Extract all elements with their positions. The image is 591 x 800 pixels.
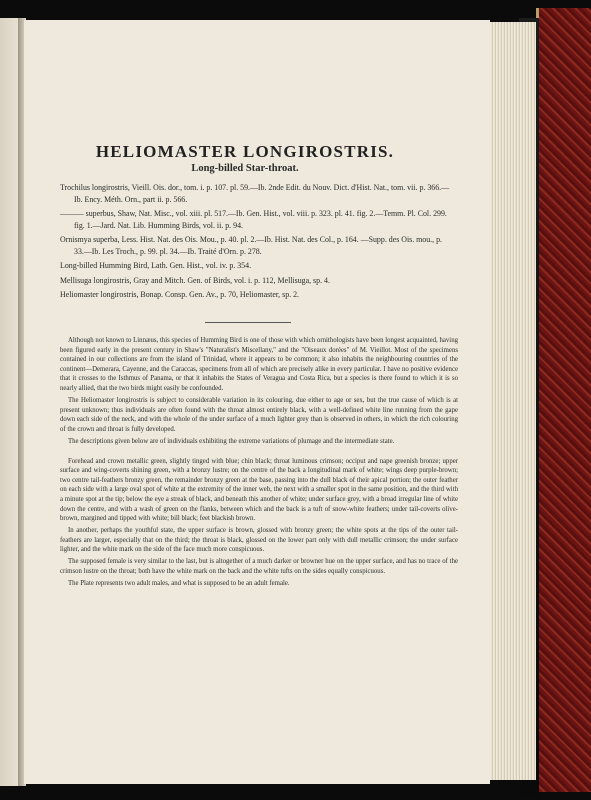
page-block-edges xyxy=(488,22,536,780)
paragraph: The Plate represents two adult males, and what is supposed to be an adult female. xyxy=(68,580,290,588)
synonym-entry: ——— superbus, Shaw, Nat. Misc., vol. xiii. pl. 517.—Ib. Gen. Hist., vol. viii. p. 323. pl. 41. fig. 2.—Temm. Pl. Col. 299. fig. 1.—Jard. Nat. Lib. Humming Birds, vol. ii. p. 94. xyxy=(60,209,447,230)
page-title: HELIOMASTER LONGIROSTRIS. xyxy=(95,142,395,161)
synonym-entry: Trochilus longirostris, Vieill. Ois. dor., tom. i. p. 107. pl. 59.—Ib. 2nde Edit. du Nouv. Dict. d'Hist. Nat., tom. vii. p. 366.—Ib. Ency. Méth. Orn., part ii. p. 566. xyxy=(60,183,450,204)
paragraph: In another, perhaps the youthful state, the upper surface is brown, glossed with bronzy green; the white spots at the tips of the outer tail-feathers are larger, especially that on the third; the throat is black, glossed on the lower part only with dull metallic crimson; the under surface lighter, and the white mark on the side of the face much more conspicuous. xyxy=(60,527,458,554)
paragraph: Although not known to Linnæus, this species of Humming Bird is one of those with which ornithologists have been longest acquainted, having been figured early in the present century in Shaw's "Naturalist's Miscellany," and the "Oiseaux dorées" of M. Vieillot. Most of the specimens contained in our collections are from the island of Trinidad, where it appears to be common; it also inhabits the neighbouring countries of the continent—Demerara, Cayenne, and the Caraccas, specimens from all of which are precisely alike in every particular. I have no positive evidence that it crosses to the Isthmus of Panama, or that it inhabits the States of Veragua and Costa Rica, but a species is there found to which it is so nearly allied, that the two birds might easily be confounded. xyxy=(60,337,458,392)
page-subtitle: Long-billed Star-throat. xyxy=(191,163,299,174)
synonym-entry: Long-billed Humming Bird, Lath. Gen. Hist., vol. iv. p. 354. xyxy=(60,261,252,270)
paragraph: Forehead and crown metallic green, slightly tinged with blue; chin black; throat luminous crimson; occiput and nape greenish bronze; upper surface and wing-coverts shining green, with a bronzy lustre; on the centre of the back a longitudinal mark of white; wings deep purple-brown; two centre tail-feathers bronzy green, the remainder bronzy green at the base, passing into the dull black of their apical portion; the outer feather on each side with a large oval spot of white at the extremity of the inner web, the next with a smaller spot in the same position, and the third with a minute spot at the tip; below the eye a streak of black, and beneath this another of white; under surface grey, with a broad irregular line of white down the centre, and with a wash of green on the flanks, between which and the back is a tuft of snow-white feathers; under tail-coverts olive-brown, margined and tipped with white; bill black; feet blackish brown. xyxy=(60,457,458,523)
body-text xyxy=(60,336,458,591)
paragraph: The descriptions given below are of individuals exhibiting the extreme variations of plumage and the intermediate state. xyxy=(68,437,395,445)
synonym-entry: Mellisuga longirostris, Gray and Mitch. Gen. of Birds, vol. i. p. 112, Mellisuga, sp. 4. xyxy=(60,275,330,285)
book-cover-marbled xyxy=(536,8,591,792)
paragraph: The Heliomaster longirostris is subject to considerable variation in its colouring, due either to age or sex, but the true cause of which is at present unknown; thus individuals are often found with the throat almost entirely black, with a well-defined white line running from the gape down each side of the neck, and with the whole of the under surface of a much lighter grey than is observed in others, in which the rich colouring of the crown and throat is fully developed. xyxy=(60,397,458,433)
synonym-entry: Heliomaster longirostris, Bonap. Consp. Gen. Av., p. 70, Heliomaster, sp. 2. xyxy=(60,290,300,299)
paragraph: The supposed female is very similar to the last, but is altogether of a much darker or browner hue on the upper surface, and has no trace of the crimson lustre on the throat; both have the white mark on the back and the white tufts on the sides equally conspicuous. xyxy=(60,558,458,576)
synonymy-list xyxy=(60,182,450,304)
synonym-entry: Ornismya superba, Less. Hist. Nat. des Ois. Mou., p. 40. pl. 2.—Ib. Hist. Nat. des Col., p. 164. —Supp. des Ois. mou., p. 33.—Ib. Les Troch., p. 99. pl. 34.—Ib. Traité d'Orn. p. 278. xyxy=(60,235,443,256)
section-divider xyxy=(205,322,291,323)
